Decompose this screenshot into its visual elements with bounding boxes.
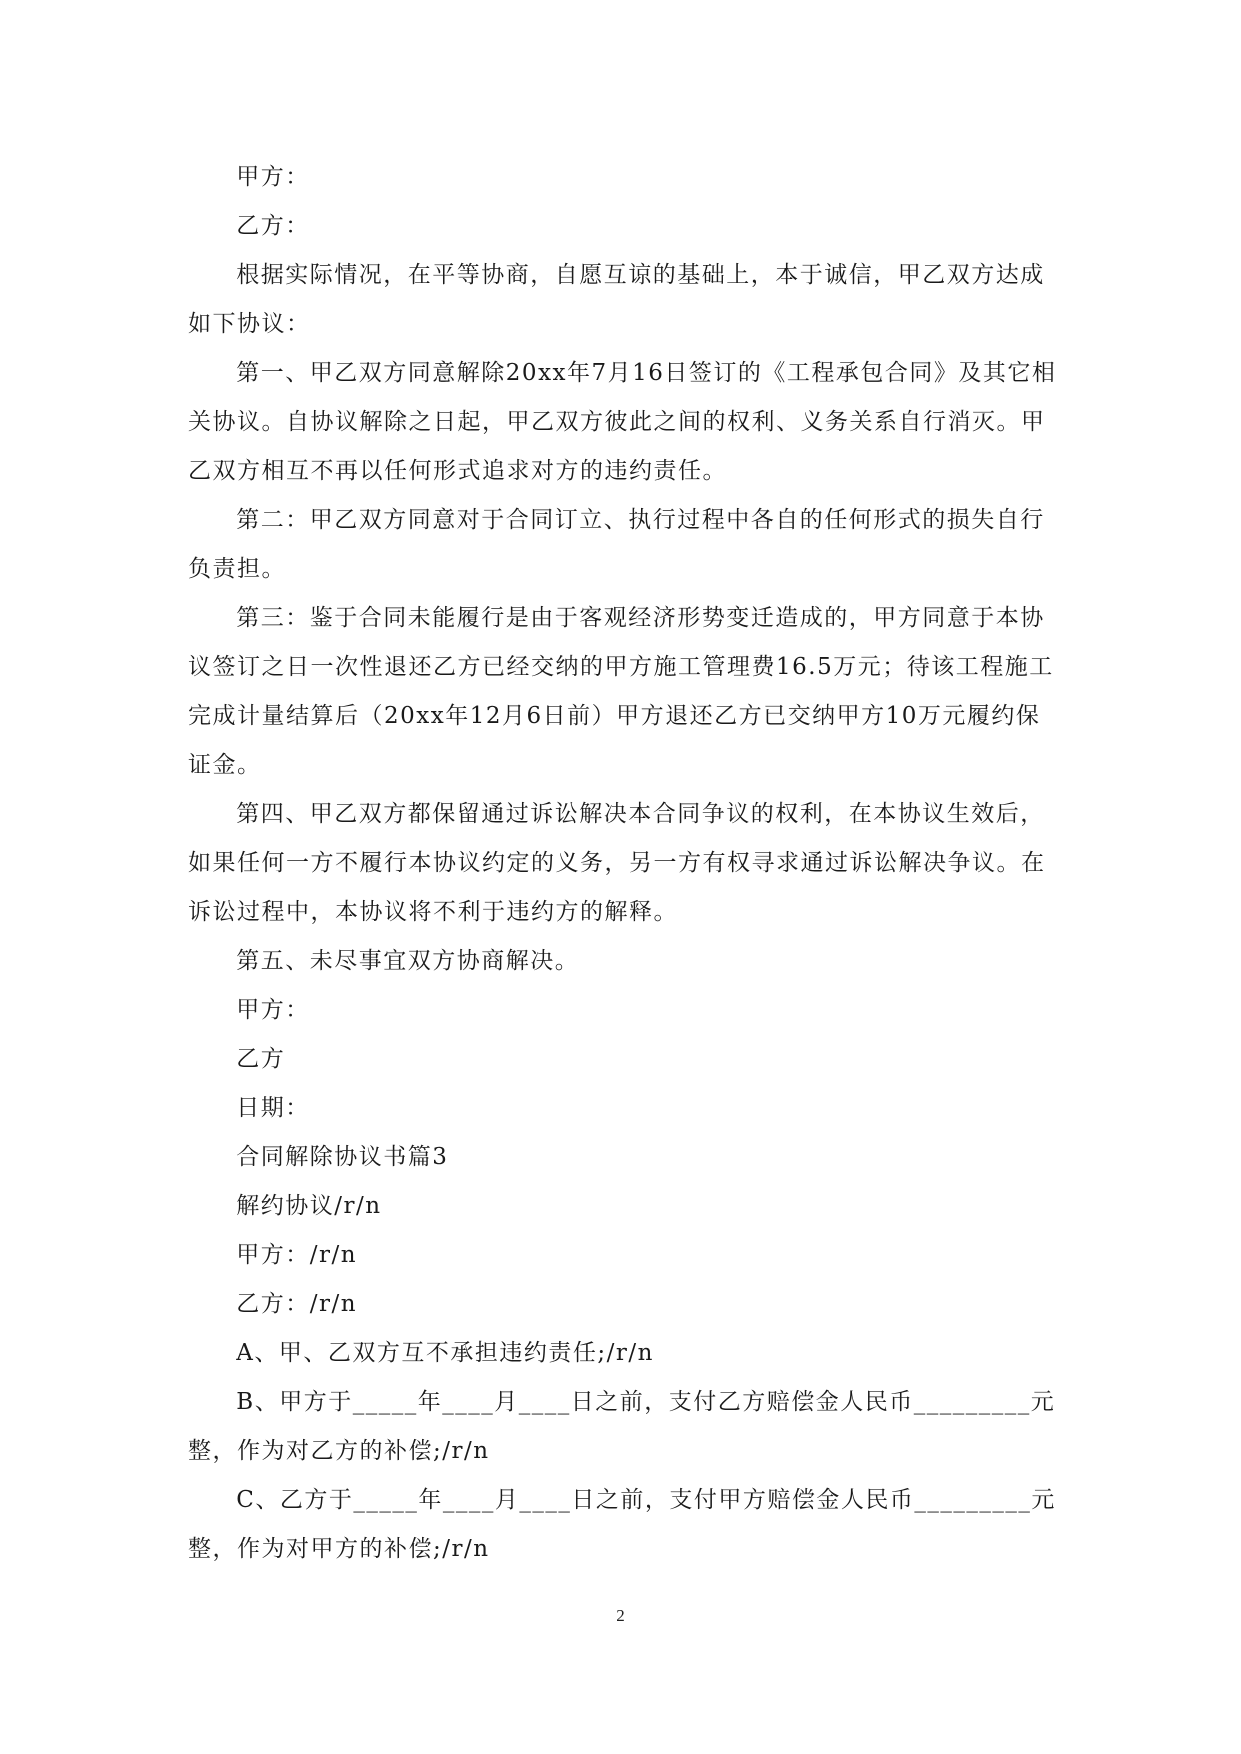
clause-four-paragraph: 第四、甲乙双方都保留通过诉讼解决本合同争议的权利，在本协议生效后，如果任何一方不履行本协议约定的义务，另一方有权寻求通过诉讼解决争议。在诉讼过程中，本协议将不利于违约方的解释。 [188, 801, 1046, 925]
party-b-line-2: 乙方：/r/n [236, 1291, 358, 1317]
party-a-line-2: 甲方：/r/n [236, 1242, 358, 1268]
clause-three-paragraph: 第三：鉴于合同未能履行是由于客观经济形势变迁造成的，甲方同意于本协议签订之日一次性退还乙方已经交纳的甲方施工管理费16.5万元；待该工程施工完成计量结算后（20xx年12月6日前）甲方退还乙方已交纳甲方10万元履约保证金。 [188, 605, 1054, 778]
clause-five-paragraph: 第五、未尽事宜双方协商解决。 [236, 948, 580, 974]
agreement-intro-paragraph: 根据实际情况，在平等协商，自愿互谅的基础上，本于诚信，甲乙双方达成如下协议： [188, 262, 1045, 337]
clause-c-paragraph: C、乙方于_____年____月____日之前，支付甲方赔偿金人民币_________元整，作为对甲方的补偿;/r/n [188, 1487, 1056, 1562]
clause-a-paragraph: A、甲、乙双方互不承担违约责任;/r/n [236, 1340, 654, 1366]
section-heading: 合同解除协议书篇3 [236, 1144, 449, 1170]
clause-b-paragraph: B、甲方于_____年____月____日之前，支付乙方赔偿金人民币_________元整，作为对乙方的补偿;/r/n [188, 1389, 1056, 1464]
document-body [188, 153, 1058, 1574]
signature-party-a: 甲方： [236, 997, 310, 1023]
party-a-line: 甲方： [236, 164, 310, 190]
party-b-line: 乙方： [236, 213, 310, 239]
termination-title-line: 解约协议/r/n [236, 1193, 382, 1219]
signature-party-b: 乙方 [236, 1046, 286, 1072]
clause-one-paragraph: 第一、甲乙双方同意解除20xx年7月16日签订的《工程承包合同》及其它相关协议。自协议解除之日起，甲乙双方彼此之间的权利、义务关系自行消灭。甲乙双方相互不再以任何形式追求对方的违约责任。 [188, 360, 1057, 484]
clause-two-paragraph: 第二：甲乙双方同意对于合同订立、执行过程中各自的任何形式的损失自行负责担。 [188, 507, 1045, 582]
page-number: 2 [616, 1606, 625, 1625]
signature-date: 日期： [236, 1095, 310, 1121]
